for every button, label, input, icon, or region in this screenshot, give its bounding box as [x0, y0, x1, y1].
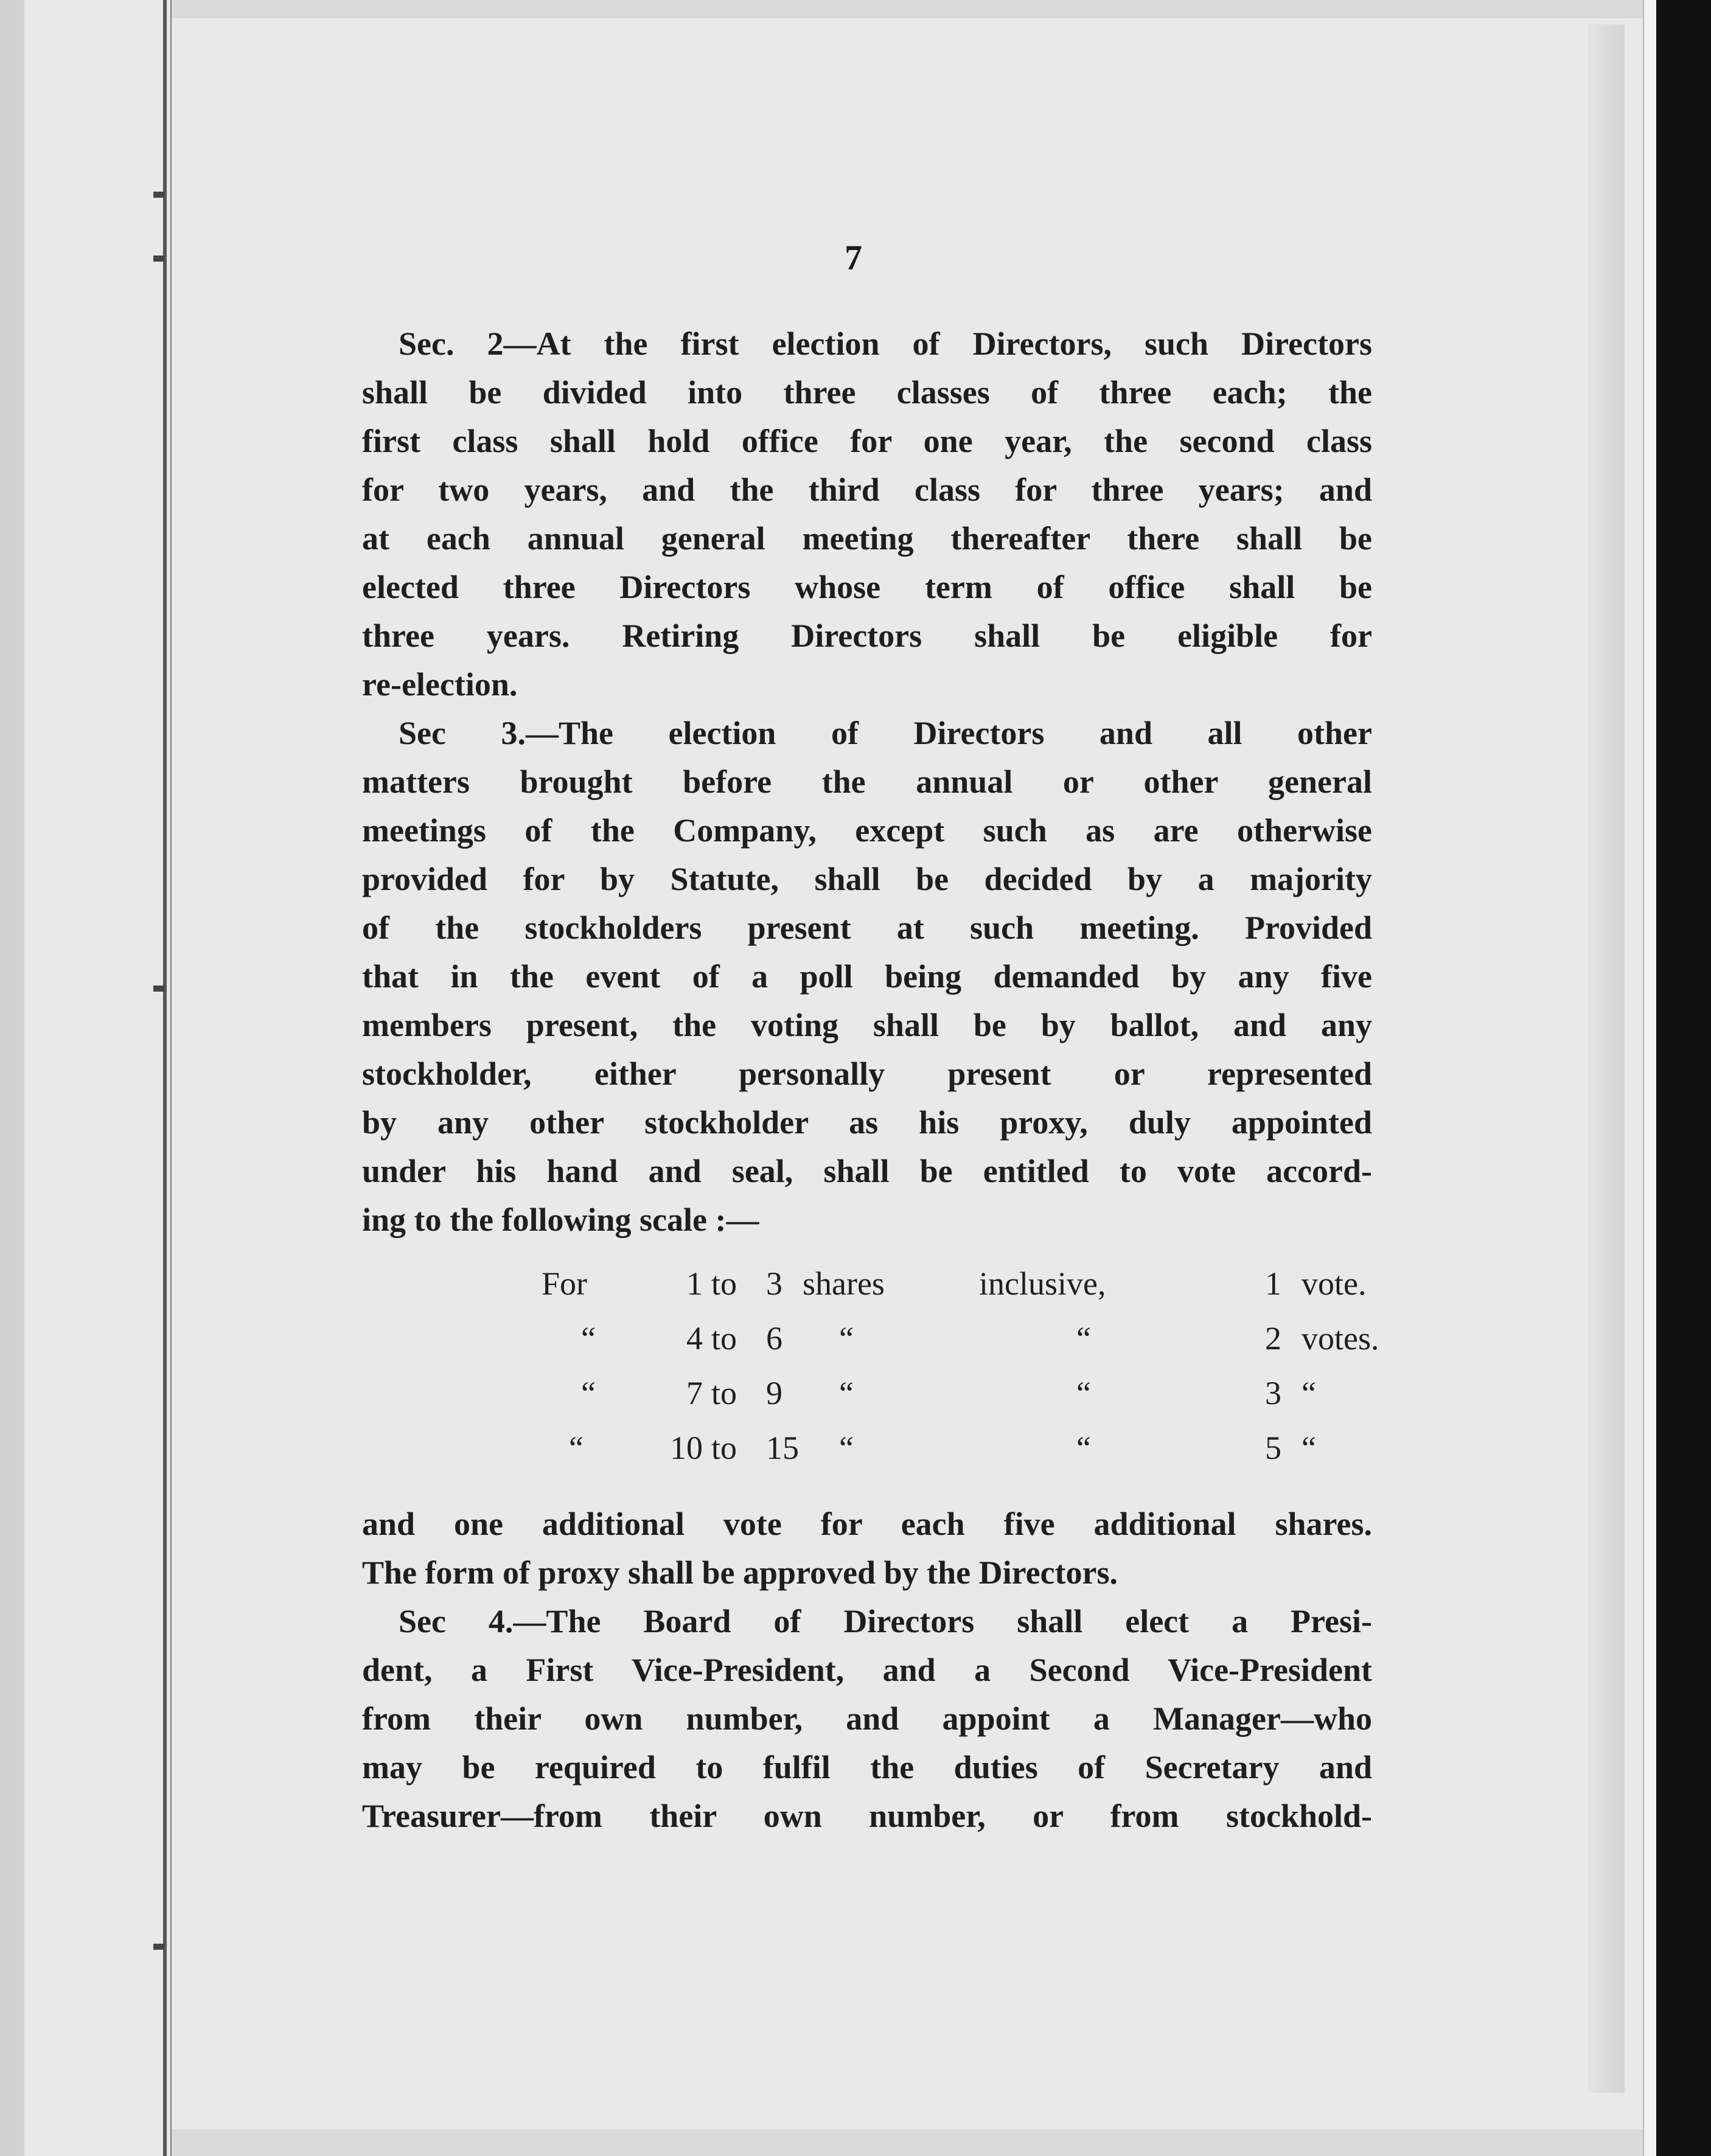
text-line: for two years, and the third class for three years; and	[362, 471, 1372, 508]
scale-to: to	[711, 1430, 737, 1466]
table-row	[542, 1366, 1393, 1421]
text-line: under his hand and seal, shall be entitled to vote accord-	[362, 1153, 1372, 1189]
table-row	[542, 1256, 1393, 1311]
page-right-edge	[1643, 0, 1657, 2156]
page-shadow	[1588, 24, 1625, 2093]
voting-scale-table	[542, 1256, 1393, 1475]
text-line: stockholder, either personally present or represented	[362, 1055, 1372, 1092]
text-line: elected three Directors whose term of office shall be	[362, 569, 1372, 605]
scale-upto: 3	[766, 1265, 782, 1302]
text-line: from their own number, and appoint a Manager—who	[362, 1700, 1372, 1737]
scale-unit: “	[1302, 1375, 1316, 1411]
text-line: first class shall hold office for one year, the second class	[362, 423, 1372, 459]
scale-upto: 15	[766, 1430, 799, 1466]
scale-unit: vote.	[1302, 1265, 1367, 1302]
text-line: Sec 4.—The Board of Directors shall elect a Presi-	[399, 1603, 1372, 1640]
text-line: and one additional vote for each five additional shares.	[362, 1506, 1372, 1542]
scale-shares: shares	[803, 1265, 885, 1302]
page-bottom-edge	[172, 2129, 1644, 2156]
scale-votes: 5	[1265, 1430, 1281, 1466]
text-line: members present, the voting shall be by ballot, and any	[362, 1007, 1372, 1043]
scale-votes: 1	[1265, 1265, 1281, 1302]
scale-for: “	[581, 1320, 596, 1357]
text-line: Sec. 2—At the first election of Directors, such Directors	[399, 325, 1372, 362]
scale-shares: “	[839, 1430, 854, 1466]
binding-stitch	[153, 1944, 164, 1950]
scale-votes: 3	[1265, 1375, 1281, 1411]
scale-to: to	[711, 1265, 737, 1302]
section-2-paragraph	[362, 319, 1372, 709]
text-line: at each annual general meeting thereafter there shall be	[362, 520, 1372, 557]
section-4-paragraph	[362, 1597, 1372, 1840]
table-row	[542, 1311, 1393, 1366]
scale-for: For	[542, 1265, 588, 1302]
text-line: matters brought before the annual or other general	[362, 763, 1372, 800]
scale-inclusive: “	[1076, 1320, 1091, 1357]
proxy-paragraph	[362, 1500, 1372, 1597]
scale-to: to	[711, 1375, 737, 1411]
text-line: may be required to fulfil the duties of Secretary and	[362, 1749, 1372, 1786]
text-line: shall be divided into three classes of three each; the	[362, 374, 1372, 411]
scale-votes: 2	[1265, 1320, 1281, 1357]
binding-stitch	[153, 986, 164, 992]
text-line: Sec 3.—The election of Directors and all other	[399, 715, 1372, 751]
text-line: meetings of the Company, except such as are otherwise	[362, 812, 1372, 849]
scale-shares: “	[839, 1375, 854, 1411]
page-number: 7	[845, 238, 862, 277]
scale-inclusive: inclusive,	[979, 1265, 1106, 1302]
scale-to: to	[711, 1320, 737, 1357]
text-line: Treasurer—from their own number, or from stockhold-	[362, 1798, 1372, 1834]
scale-inclusive: “	[1076, 1430, 1091, 1466]
binding-stitch	[153, 192, 164, 198]
scale-from: 10	[670, 1430, 703, 1466]
text-line: by any other stockholder as his proxy, duly appointed	[362, 1104, 1372, 1141]
scale-unit: “	[1302, 1430, 1316, 1466]
previous-page-surface	[24, 0, 172, 2156]
text-line: three years. Retiring Directors shall be eligible for	[362, 617, 1372, 654]
scale-from: 4	[686, 1320, 703, 1357]
section-3-paragraph	[362, 709, 1372, 1244]
binding-stitch	[153, 256, 164, 262]
scan-background	[1656, 0, 1711, 2156]
text-line: that in the event of a poll being demanded by any five	[362, 958, 1372, 995]
text-line: dent, a First Vice-President, and a Second Vice-President	[362, 1652, 1372, 1688]
scale-upto: 9	[766, 1375, 782, 1411]
page-top-edge	[172, 0, 1644, 18]
text-line: The form of proxy shall be approved by the Directors.	[362, 1554, 1118, 1591]
text-line: ing to the following scale :—	[362, 1201, 759, 1238]
scale-for: “	[569, 1430, 584, 1466]
scale-unit: votes.	[1302, 1320, 1379, 1357]
scale-from: 7	[686, 1375, 703, 1411]
scale-from: 1	[686, 1265, 703, 1302]
scale-shares: “	[839, 1320, 854, 1357]
scale-upto: 6	[766, 1320, 782, 1357]
scale-for: “	[581, 1375, 596, 1411]
scale-inclusive: “	[1076, 1375, 1091, 1411]
table-row	[542, 1421, 1393, 1475]
text-line: of the stockholders present at such meeting. Provided	[362, 909, 1372, 946]
text-line: provided for by Statute, shall be decided by a majority	[362, 861, 1372, 897]
binding-spine	[163, 0, 167, 2156]
text-line: re-election.	[362, 666, 518, 703]
